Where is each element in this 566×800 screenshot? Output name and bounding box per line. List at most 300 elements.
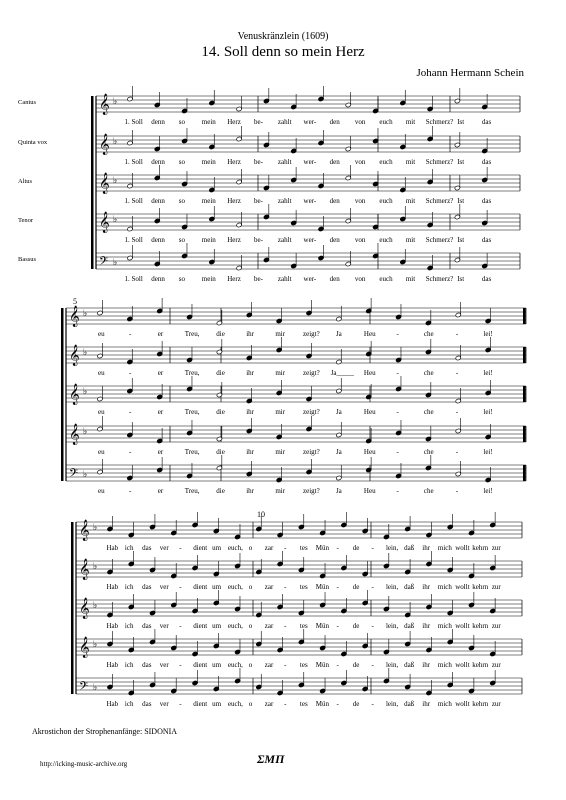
lyric-syllable: eu — [98, 369, 105, 377]
lyric-syllable: das — [481, 118, 492, 126]
bass-clef-icon: 𝄢 — [69, 467, 79, 483]
lyric-syllable: zahlt — [277, 275, 292, 283]
lyric-syllable: - — [129, 487, 132, 495]
final-bar — [523, 308, 526, 324]
lyric-syllable: - — [336, 583, 339, 591]
lyric-syllable: Ja — [335, 487, 342, 495]
lyric-syllable: Schmerz? — [425, 275, 454, 283]
lyric-syllable: ver — [159, 583, 169, 591]
lyric-syllable: er — [157, 330, 164, 338]
lyric-syllable: zar — [264, 583, 274, 591]
lyric-syllable: Treu, — [184, 408, 200, 416]
lyric-syllable: mich — [437, 661, 452, 669]
lyric-syllable: eu — [98, 330, 105, 338]
lyric-syllable: Schmerz? — [425, 197, 454, 205]
lyric-syllable: lei! — [483, 448, 493, 456]
lyric-syllable: Treu, — [184, 487, 200, 495]
lyric-syllable: - — [455, 408, 459, 416]
flat-icon: ♭ — [83, 470, 88, 480]
lyric-syllable: das — [142, 661, 152, 669]
lyric-syllable: be- — [253, 275, 263, 283]
lyric-syllable: che — [423, 330, 434, 338]
lyric-syllable: zahlt — [277, 236, 292, 244]
lyric-syllable: so — [178, 236, 186, 244]
lyric-syllable: 1. Soll — [124, 236, 143, 244]
lyric-syllable: Ja — [335, 408, 342, 416]
lyric-syllable: denn — [151, 236, 165, 244]
lyric-syllable: Ist — [457, 236, 465, 244]
lyric-syllable: das — [481, 158, 492, 166]
lyric-syllable: - — [284, 661, 287, 669]
lyric-syllable: die — [216, 487, 225, 495]
lyric-syllable: o — [248, 544, 253, 552]
lyric-syllable: ihr — [422, 544, 431, 552]
lyric-syllable: de — [352, 622, 360, 630]
lyric-syllable: mit — [405, 118, 416, 126]
lyric-syllable: dient — [193, 583, 208, 591]
archive-url: http://icking-music-archive.org — [40, 760, 128, 768]
treble-clef-icon: 𝄞 — [79, 559, 90, 580]
lyric-syllable: dient — [193, 544, 208, 552]
lyric-syllable: daß — [404, 661, 415, 669]
lyric-syllable: ver — [159, 622, 169, 630]
flat-icon: ♭ — [83, 427, 88, 437]
lyric-syllable: wollt — [455, 622, 470, 630]
lyric-syllable: - — [396, 487, 399, 495]
lyric-syllable: euch, — [227, 661, 243, 669]
lyric-syllable: Herz — [227, 275, 241, 283]
flat-icon: ♭ — [93, 683, 98, 693]
lyric-syllable: die — [216, 408, 225, 416]
lyric-syllable: tes — [299, 700, 308, 708]
lyric-syllable: das — [142, 583, 152, 591]
lyric-syllable: wer- — [303, 118, 317, 126]
lyric-syllable: - — [371, 661, 374, 669]
final-bar — [523, 465, 526, 481]
lyric-syllable: ihr — [246, 369, 255, 377]
treble-clef-icon: 𝄞 — [99, 94, 110, 115]
lyric-syllable: wer- — [303, 197, 317, 205]
lyric-syllable: 1. Soll — [124, 118, 143, 126]
lyric-syllable: zur — [491, 700, 501, 708]
lyric-syllable: mein — [201, 158, 216, 166]
lyric-syllable: de — [352, 583, 360, 591]
lyric-syllable: von — [354, 158, 366, 166]
lyric-syllable: er — [157, 487, 164, 495]
lyric-syllable: tes — [299, 544, 308, 552]
lyric-syllable: dient — [193, 622, 208, 630]
bass-clef-icon: 𝄢 — [99, 255, 109, 271]
lyric-syllable: er — [157, 369, 164, 377]
lyric-syllable: Hab — [106, 544, 119, 552]
flat-icon: ♭ — [113, 258, 118, 268]
lyric-syllable: ihr — [246, 487, 255, 495]
lyric-syllable: zeigt? — [302, 408, 320, 416]
lyric-syllable: zahlt — [277, 197, 292, 205]
system-brace — [91, 96, 94, 269]
lyric-syllable: o — [248, 700, 253, 708]
lyric-syllable: lein, — [385, 583, 399, 591]
lyric-syllable: Herz — [227, 118, 241, 126]
lyric-syllable: so — [178, 118, 186, 126]
lyric-syllable: Ist — [457, 118, 465, 126]
lyric-syllable: euch, — [227, 700, 243, 708]
lyric-syllable: euch — [379, 197, 393, 205]
final-bar — [523, 426, 526, 442]
lyric-syllable: mir — [275, 448, 286, 456]
treble-clef-icon: 𝄞 — [69, 424, 80, 445]
lyric-syllable: - — [336, 622, 339, 630]
lyric-syllable: mich — [437, 544, 452, 552]
lyric-syllable: Hab — [106, 622, 119, 630]
lyric-syllable: er — [157, 448, 164, 456]
lyric-syllable: - — [284, 544, 287, 552]
lyric-syllable: 1. Soll — [124, 158, 143, 166]
lyric-syllable: Heu — [363, 330, 376, 338]
treble-clef-icon: 𝄞 — [79, 598, 90, 619]
lyric-syllable: den — [329, 236, 340, 244]
lyric-syllable: das — [481, 197, 492, 205]
lyric-syllable: euch, — [227, 544, 243, 552]
lyric-syllable: zahlt — [277, 158, 292, 166]
lyric-syllable: um — [212, 583, 222, 591]
lyric-syllable: zur — [491, 622, 501, 630]
flat-icon: ♭ — [113, 176, 118, 186]
lyric-syllable: kehrn — [472, 661, 489, 669]
lyric-syllable: lein, — [385, 622, 399, 630]
measure-number-10: 10 — [257, 510, 265, 519]
lyric-syllable: - — [179, 544, 182, 552]
lyric-syllable: euch — [379, 158, 393, 166]
lyric-syllable: lein, — [385, 700, 399, 708]
lyric-syllable: Treu, — [184, 448, 200, 456]
lyric-syllable: denn — [151, 118, 165, 126]
lyric-syllable: de — [352, 544, 360, 552]
lyric-syllable: o — [248, 661, 253, 669]
lyric-syllable: Herz — [227, 158, 241, 166]
lyric-syllable: - — [129, 408, 132, 416]
lyric-syllable: mein — [201, 118, 216, 126]
lyric-syllable: dient — [193, 700, 208, 708]
lyric-syllable: die — [216, 330, 225, 338]
lyric-syllable: - — [371, 700, 374, 708]
lyric-syllable: eu — [98, 408, 105, 416]
lyric-syllable: - — [455, 369, 459, 377]
lyric-syllable: ihr — [422, 583, 431, 591]
lyric-syllable: zar — [264, 700, 274, 708]
lyric-syllable: tes — [299, 583, 308, 591]
lyric-syllable: che — [423, 408, 434, 416]
system-brace — [71, 522, 74, 694]
lyric-syllable: um — [212, 661, 222, 669]
lyric-syllable: wer- — [303, 158, 317, 166]
treble-clef-icon: 𝄞 — [99, 212, 110, 233]
lyric-syllable: Ist — [457, 158, 465, 166]
flat-icon: ♭ — [83, 309, 88, 319]
lyric-syllable: lein, — [385, 544, 399, 552]
lyric-syllable: kehrn — [472, 700, 489, 708]
lyric-syllable: von — [354, 236, 366, 244]
lyric-syllable: euch, — [227, 583, 243, 591]
lyric-syllable: - — [396, 330, 399, 338]
lyric-syllable: mit — [405, 158, 416, 166]
lyric-syllable: daß — [404, 700, 415, 708]
lyric-syllable: ich — [124, 544, 134, 552]
lyric-syllable: Herz — [227, 236, 241, 244]
lyric-syllable: Mün — [315, 622, 329, 630]
lyric-syllable: denn — [151, 158, 165, 166]
lyric-syllable: zeigt? — [302, 487, 320, 495]
lyric-syllable: zeigt? — [302, 369, 320, 377]
lyric-syllable: Herz — [227, 197, 241, 205]
lyric-syllable: - — [455, 487, 459, 495]
lyric-syllable: - — [284, 583, 287, 591]
lyric-syllable: Mün — [315, 544, 329, 552]
lyric-syllable: ihr — [422, 661, 431, 669]
lyric-syllable: den — [329, 158, 340, 166]
lyric-syllable: zeigt? — [302, 330, 320, 338]
lyric-syllable: wollt — [455, 700, 470, 708]
flat-icon: ♭ — [113, 97, 118, 107]
lyric-syllable: so — [178, 158, 186, 166]
flat-icon: ♭ — [93, 601, 98, 611]
lyric-syllable: - — [129, 330, 132, 338]
lyric-syllable: den — [329, 118, 340, 126]
lyric-syllable: er — [157, 408, 164, 416]
treble-clef-icon: 𝄞 — [79, 637, 90, 658]
lyric-syllable: um — [212, 622, 222, 630]
lyric-syllable: dient — [193, 661, 208, 669]
lyric-syllable: mir — [275, 330, 286, 338]
lyric-syllable: mir — [275, 487, 286, 495]
lyric-syllable: o — [248, 583, 253, 591]
lyric-syllable: - — [371, 622, 374, 630]
lyric-syllable: Schmerz? — [425, 158, 454, 166]
flat-icon: ♭ — [93, 562, 98, 572]
lyric-syllable: Schmerz? — [425, 118, 454, 126]
lyric-syllable: - — [129, 369, 132, 377]
lyric-syllable: den — [329, 197, 340, 205]
lyric-syllable: Hab — [106, 661, 119, 669]
lyric-syllable: - — [396, 369, 399, 377]
treble-clef-icon: 𝄞 — [69, 306, 80, 327]
lyric-syllable: Mün — [315, 583, 329, 591]
flat-icon: ♭ — [83, 387, 88, 397]
lyric-syllable: so — [178, 197, 186, 205]
lyric-syllable: euch, — [227, 622, 243, 630]
lyric-syllable: daß — [404, 544, 415, 552]
lyric-syllable: ihr — [422, 622, 431, 630]
treble-clef-icon: 𝄞 — [99, 134, 110, 155]
lyric-syllable: Treu, — [184, 330, 200, 338]
lyric-syllable: - — [129, 448, 132, 456]
lyric-syllable: zur — [491, 661, 501, 669]
lyric-syllable: zahlt — [277, 118, 292, 126]
lyric-syllable: - — [455, 448, 459, 456]
lyric-syllable: von — [354, 197, 366, 205]
lyric-syllable: die — [216, 448, 225, 456]
lyric-syllable: de — [352, 700, 360, 708]
flat-icon: ♭ — [113, 137, 118, 147]
lyric-syllable: ver — [159, 544, 169, 552]
lyric-syllable: den — [329, 275, 340, 283]
lyric-syllable: - — [455, 330, 459, 338]
lyric-syllable: ver — [159, 661, 169, 669]
lyric-syllable: das — [481, 236, 492, 244]
lyric-syllable: mit — [405, 197, 416, 205]
lyric-syllable: Heu — [363, 369, 376, 377]
voice-label-altus: Altus — [18, 178, 33, 185]
lyric-syllable: - — [336, 700, 339, 708]
lyric-syllable: - — [371, 583, 374, 591]
lyric-syllable: 1. Soll — [124, 275, 143, 283]
lyric-syllable: kehrn — [472, 622, 489, 630]
lyric-syllable: - — [371, 544, 374, 552]
lyric-syllable: zar — [264, 622, 274, 630]
lyric-syllable: Ist — [457, 275, 465, 283]
lyric-syllable: - — [179, 700, 182, 708]
flat-icon: ♭ — [113, 215, 118, 225]
lyric-syllable: mir — [275, 369, 286, 377]
lyric-syllable: zar — [264, 544, 274, 552]
flat-icon: ♭ — [83, 348, 88, 358]
lyric-syllable: euch — [379, 275, 393, 283]
lyric-syllable: euch — [379, 236, 393, 244]
system-brace — [61, 308, 64, 481]
lyric-syllable: ihr — [422, 700, 431, 708]
lyric-syllable: mir — [275, 408, 286, 416]
lyric-syllable: de — [352, 661, 360, 669]
lyric-syllable: - — [396, 408, 399, 416]
final-bar — [523, 347, 526, 363]
lyric-syllable: o — [248, 622, 253, 630]
voice-label-cantus: Cantus — [18, 99, 37, 106]
lyric-syllable: wer- — [303, 275, 317, 283]
lyric-syllable: mich — [437, 700, 452, 708]
lyric-syllable: lei! — [483, 369, 493, 377]
lyric-syllable: zar — [264, 661, 274, 669]
lyric-syllable: ich — [124, 661, 134, 669]
bass-clef-icon: 𝄢 — [79, 680, 89, 696]
lyric-syllable: kehrn — [472, 583, 489, 591]
lyric-syllable: denn — [151, 197, 165, 205]
lyric-syllable: Ja — [335, 330, 342, 338]
lyric-syllable: - — [179, 583, 182, 591]
lyric-syllable: Hab — [106, 700, 119, 708]
lyric-syllable: be- — [253, 118, 263, 126]
lyric-syllable: Hab — [106, 583, 119, 591]
lyric-syllable: mein — [201, 275, 216, 283]
lyric-syllable: um — [212, 544, 222, 552]
lyric-syllable: - — [179, 622, 182, 630]
treble-clef-icon: 𝄞 — [99, 173, 110, 194]
lyric-syllable: be- — [253, 236, 263, 244]
lyric-syllable: das — [481, 275, 492, 283]
flat-icon: ♭ — [93, 640, 98, 650]
lyric-syllable: Heu — [363, 408, 376, 416]
lyric-syllable: ver — [159, 700, 169, 708]
lyric-syllable: lei! — [483, 487, 493, 495]
lyric-syllable: eu — [98, 448, 105, 456]
lyric-syllable: Heu — [363, 448, 376, 456]
lyric-syllable: - — [179, 661, 182, 669]
source-line: Venuskränzlein (1609) — [237, 31, 329, 42]
lyric-syllable: Treu, — [184, 369, 200, 377]
lyric-syllable: das — [142, 622, 152, 630]
treble-clef-icon: 𝄞 — [69, 345, 80, 366]
lyric-syllable: lein, — [385, 661, 399, 669]
lyric-syllable: - — [284, 622, 287, 630]
lyric-syllable: mit — [405, 236, 416, 244]
lyric-syllable: - — [284, 700, 287, 708]
lyric-syllable: mit — [405, 275, 416, 283]
lyric-syllable: be- — [253, 197, 263, 205]
lyric-syllable: ihr — [246, 448, 255, 456]
lyric-syllable: Mün — [315, 661, 329, 669]
lyric-syllable: 1. Soll — [124, 197, 143, 205]
lyric-syllable: wollt — [455, 661, 470, 669]
lyric-syllable: die — [216, 369, 225, 377]
voice-label-bassus: Bassus — [18, 256, 37, 263]
lyric-syllable: Ja_____ — [330, 369, 355, 377]
lyric-syllable: mich — [437, 583, 452, 591]
lyric-syllable: zeigt? — [302, 448, 320, 456]
lyric-syllable: Heu — [363, 487, 376, 495]
lyric-syllable: eu — [98, 487, 105, 495]
voice-label-tenor: Tenor — [18, 217, 34, 224]
lyric-syllable: denn — [151, 275, 165, 283]
lyric-syllable: che — [423, 369, 434, 377]
lyric-syllable: wollt — [455, 544, 470, 552]
lyric-syllable: so — [178, 275, 186, 283]
treble-clef-icon: 𝄞 — [79, 520, 90, 541]
lyric-syllable: Mün — [315, 700, 329, 708]
lyric-syllable: ich — [124, 700, 134, 708]
lyric-syllable: um — [212, 700, 222, 708]
acrostic-note: Akrostichon der Strophenanfänge: SIDONIA — [32, 727, 178, 736]
lyric-syllable: zur — [491, 583, 501, 591]
voice-label-quinta-vox: Quinta vox — [18, 139, 48, 146]
final-bar — [523, 386, 526, 402]
lyric-syllable: tes — [299, 661, 308, 669]
lyric-syllable: kehrn — [472, 544, 489, 552]
lyric-syllable: das — [142, 700, 152, 708]
lyric-syllable: ihr — [246, 330, 255, 338]
lyric-syllable: che — [423, 487, 434, 495]
lyric-syllable: zur — [491, 544, 501, 552]
lyric-syllable: Ist — [457, 197, 465, 205]
lyric-syllable: - — [336, 544, 339, 552]
lyric-syllable: daß — [404, 583, 415, 591]
lyric-syllable: che — [423, 448, 434, 456]
lyric-syllable: wer- — [303, 236, 317, 244]
measure-number-5: 5 — [73, 297, 77, 306]
treble-clef-icon: 𝄞 — [69, 384, 80, 405]
lyric-syllable: Schmerz? — [425, 236, 454, 244]
lyric-syllable: daß — [404, 622, 415, 630]
lyric-syllable: Ja — [335, 448, 342, 456]
flat-icon: ♭ — [93, 523, 98, 533]
lyric-syllable: mein — [201, 236, 216, 244]
lyric-syllable: wollt — [455, 583, 470, 591]
lyric-syllable: mein — [201, 197, 216, 205]
composer-name: Johann Hermann Schein — [416, 67, 524, 79]
lyric-syllable: ihr — [246, 408, 255, 416]
page-title: 14. Soll denn so mein Herz — [201, 44, 365, 60]
lyric-syllable: - — [396, 448, 399, 456]
archive-logo: ΣΜΠ — [257, 752, 285, 766]
lyric-syllable: von — [354, 118, 366, 126]
